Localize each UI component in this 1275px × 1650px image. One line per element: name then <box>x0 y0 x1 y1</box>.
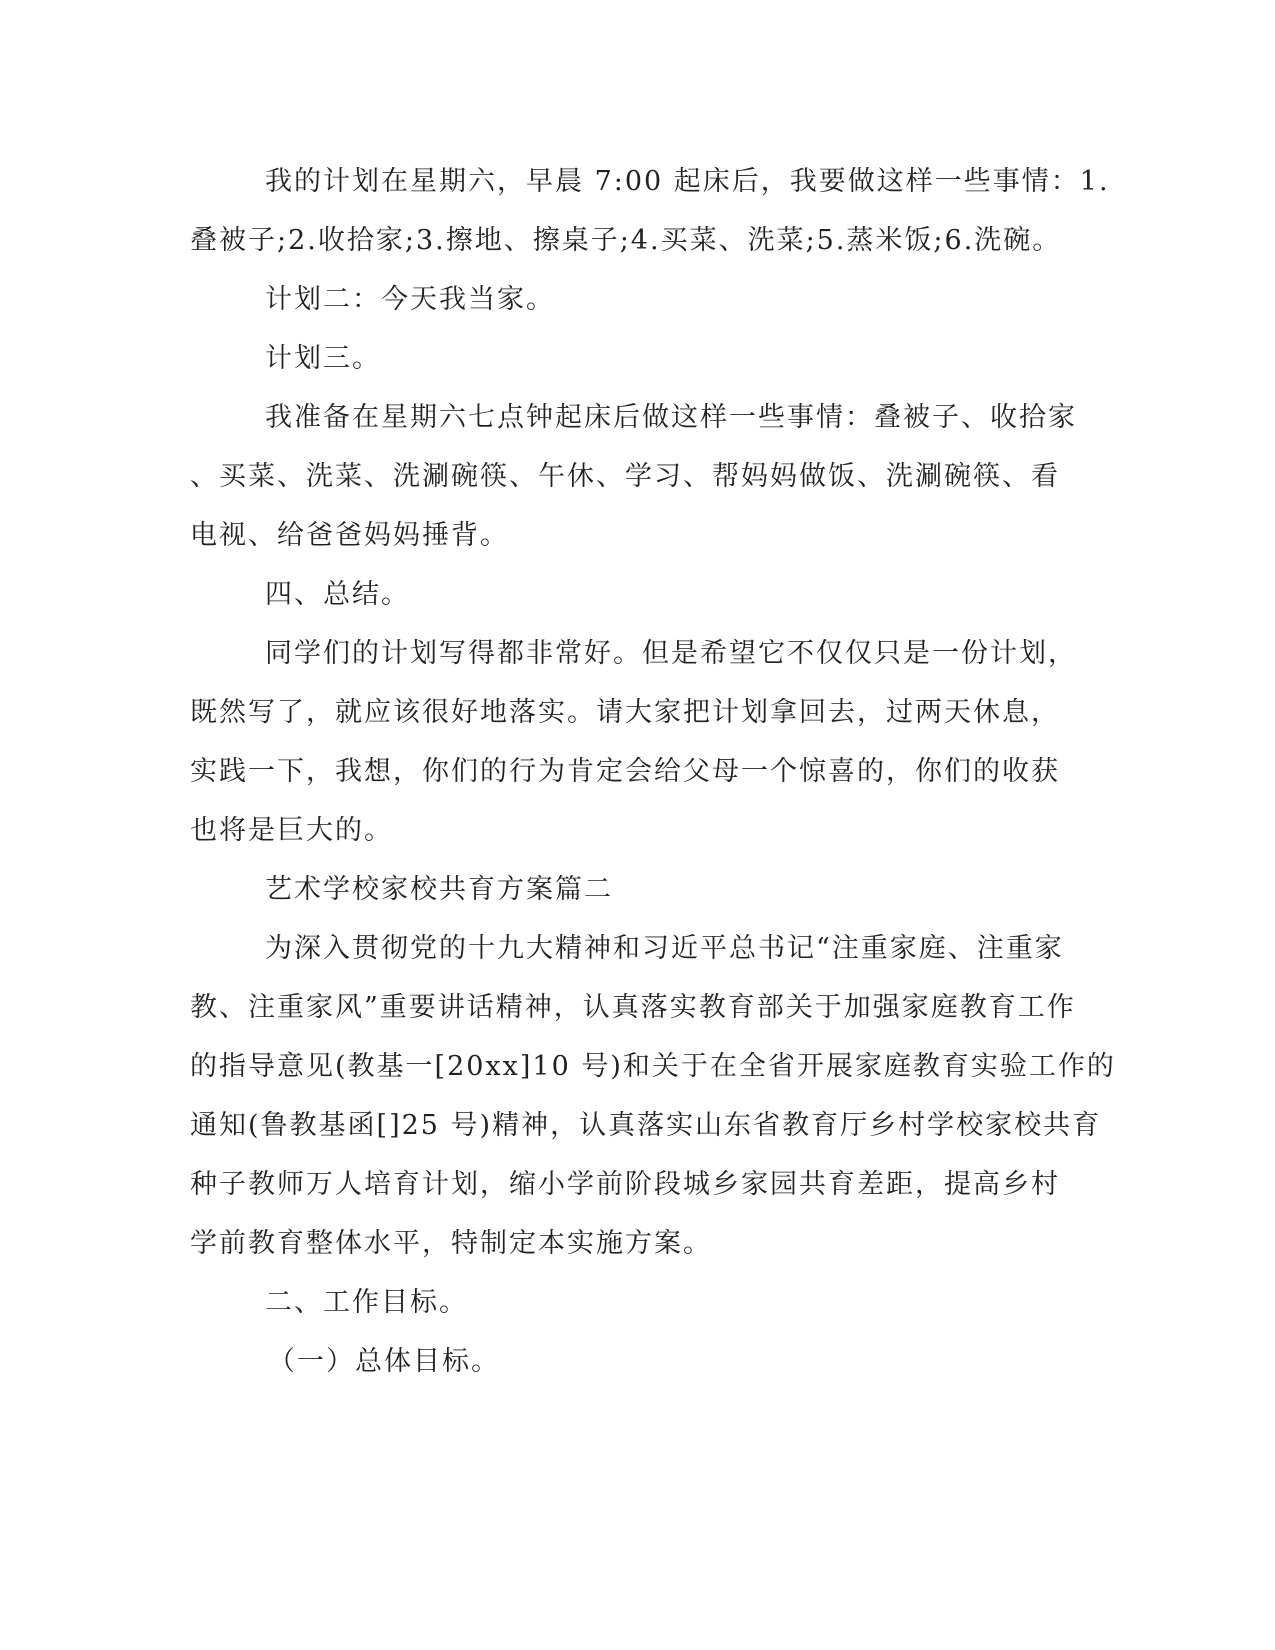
paragraph-intro-line-5: 种子教师万人培育计划，缩小学前阶段城乡家园共育差距，提高乡村 <box>190 1169 1060 1200</box>
heading-overall-goal: （一）总体目标。 <box>268 1346 500 1377</box>
paragraph-plan-one-line-1: 我的计划在星期六，早晨 7:00 起床后，我要做这样一些事情：1. <box>265 166 1110 197</box>
heading-work-goals: 二、工作目标。 <box>265 1287 468 1318</box>
paragraph-intro-line-4: 通知(鲁教基函[]25 号)精神，认真落实山东省教育厅乡村学校家校共育 <box>190 1110 1102 1141</box>
paragraph-plan-one-line-2: 叠被子;2.收拾家;3.擦地、擦桌子;4.买菜、洗菜;5.蒸米饭;6.洗碗。 <box>190 225 1062 256</box>
paragraph-plan-three-line-3: 电视、给爸爸妈妈捶背。 <box>190 520 509 551</box>
heading-plan-two: 计划二：今天我当家。 <box>265 284 555 315</box>
paragraph-summary-line-2: 既然写了，就应该很好地落实。请大家把计划拿回去，过两天休息， <box>190 697 1060 728</box>
paragraph-summary-line-1: 同学们的计划写得都非常好。但是希望它不仅仅只是一份计划， <box>265 638 1077 669</box>
paragraph-intro-line-6: 学前教育整体水平，特制定本实施方案。 <box>190 1228 712 1259</box>
section-title-part-two: 艺术学校家校共育方案篇二 <box>265 874 613 905</box>
heading-summary: 四、总结。 <box>265 579 410 610</box>
paragraph-summary-line-4: 也将是巨大的。 <box>190 815 393 846</box>
paragraph-intro-line-3: 的指导意见(教基一[20xx]10 号)和关于在全省开展家庭教育实验工作的 <box>190 1051 1116 1082</box>
heading-plan-three: 计划三。 <box>265 343 381 374</box>
paragraph-intro-line-2: 教、注重家风”重要讲话精神，认真落实教育部关于加强家庭教育工作 <box>190 992 1076 1023</box>
paragraph-summary-line-3: 实践一下，我想，你们的行为肯定会给父母一个惊喜的，你们的收获 <box>190 756 1060 787</box>
paragraph-plan-three-line-1: 我准备在星期六七点钟起床后做这样一些事情：叠被子、收拾家 <box>265 402 1077 433</box>
paragraph-plan-three-line-2: 、买菜、洗菜、洗涮碗筷、午休、学习、帮妈妈做饭、洗涮碗筷、看 <box>190 461 1060 492</box>
paragraph-intro-line-1: 为深入贯彻党的十九大精神和习近平总书记“注重家庭、注重家 <box>265 933 1064 964</box>
